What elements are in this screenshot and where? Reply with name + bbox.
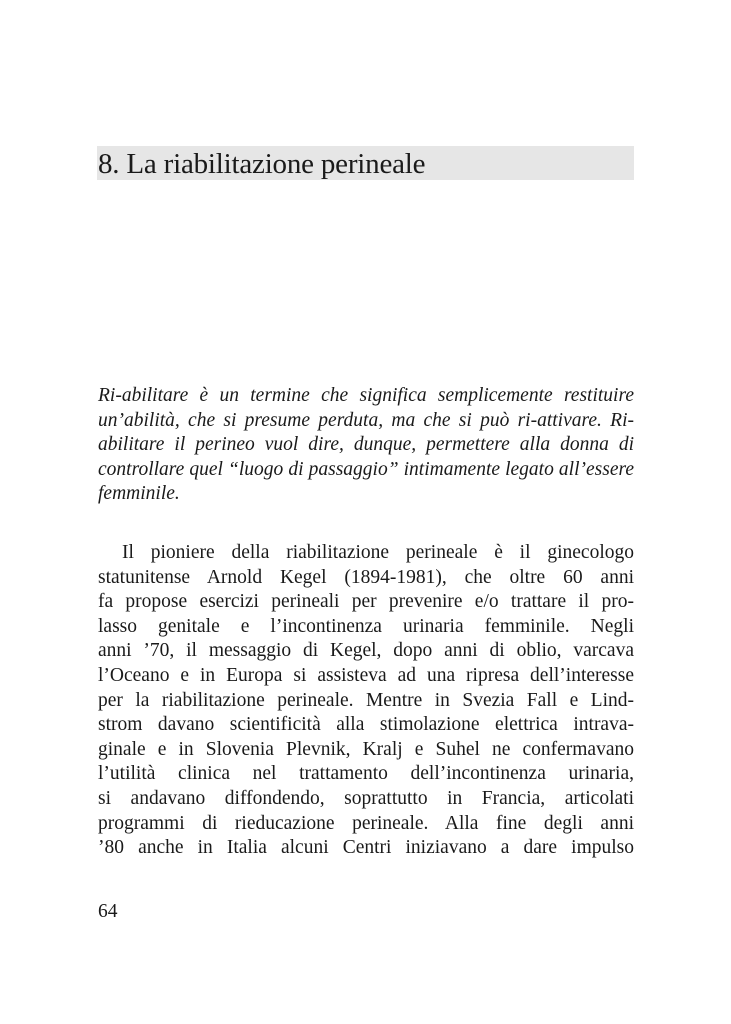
body-line: l’Oceano e in Europa si assisteva ad una ripresa dell’interesse: [98, 664, 634, 686]
body-line: programmi di rieducazione perineale. Alla fine degli anni: [98, 812, 634, 834]
intro-line: un’abilità, che si presume perduta, ma che si può ri-attivare. Ri-: [98, 409, 634, 431]
chapter-title: 8. La riabilitazione perineale: [98, 148, 426, 180]
body-line: fa propose esercizi perineali per prevenire e/o trattare il pro-: [98, 591, 634, 613]
body-line: si andavano diffondendo, soprattutto in Francia, articolati: [98, 787, 634, 809]
body-line: ginale e in Slovenia Plevnik, Kralj e Suhel ne confermavano: [98, 738, 634, 760]
body-line: Il pioniere della riabilitazione perineale è il ginecologo: [122, 542, 634, 563]
intro-line: femminile.: [98, 483, 180, 505]
body-paragraph: [98, 541, 634, 861]
body-line: anni ’70, il messaggio di Kegel, dopo anni di oblio, varcava: [98, 640, 634, 662]
page-number: 64: [98, 901, 118, 922]
body-line: ’80 anche in Italia alcuni Centri iniziavano a dare impulso: [98, 837, 634, 859]
intro-paragraph: [98, 384, 634, 507]
intro-line: Ri-abilitare è un termine che significa semplicemente restituire: [98, 385, 634, 406]
body-line: lasso genitale e l’incontinenza urinaria femminile. Negli: [98, 615, 634, 637]
body-line: per la riabilitazione perineale. Mentre in Svezia Fall e Lind-: [98, 689, 634, 711]
body-line: strom davano scientificità alla stimolazione elettrica intrava-: [98, 714, 634, 736]
intro-line: controllare quel “luogo di passaggio” intimamente legato all’essere: [98, 458, 634, 480]
intro-line: abilitare il perineo vuol dire, dunque, permettere alla donna di: [98, 434, 634, 456]
body-line: l’utilità clinica nel trattamento dell’incontinenza urinaria,: [98, 763, 634, 785]
body-line: statunitense Arnold Kegel (1894-1981), che oltre 60 anni: [98, 566, 634, 588]
